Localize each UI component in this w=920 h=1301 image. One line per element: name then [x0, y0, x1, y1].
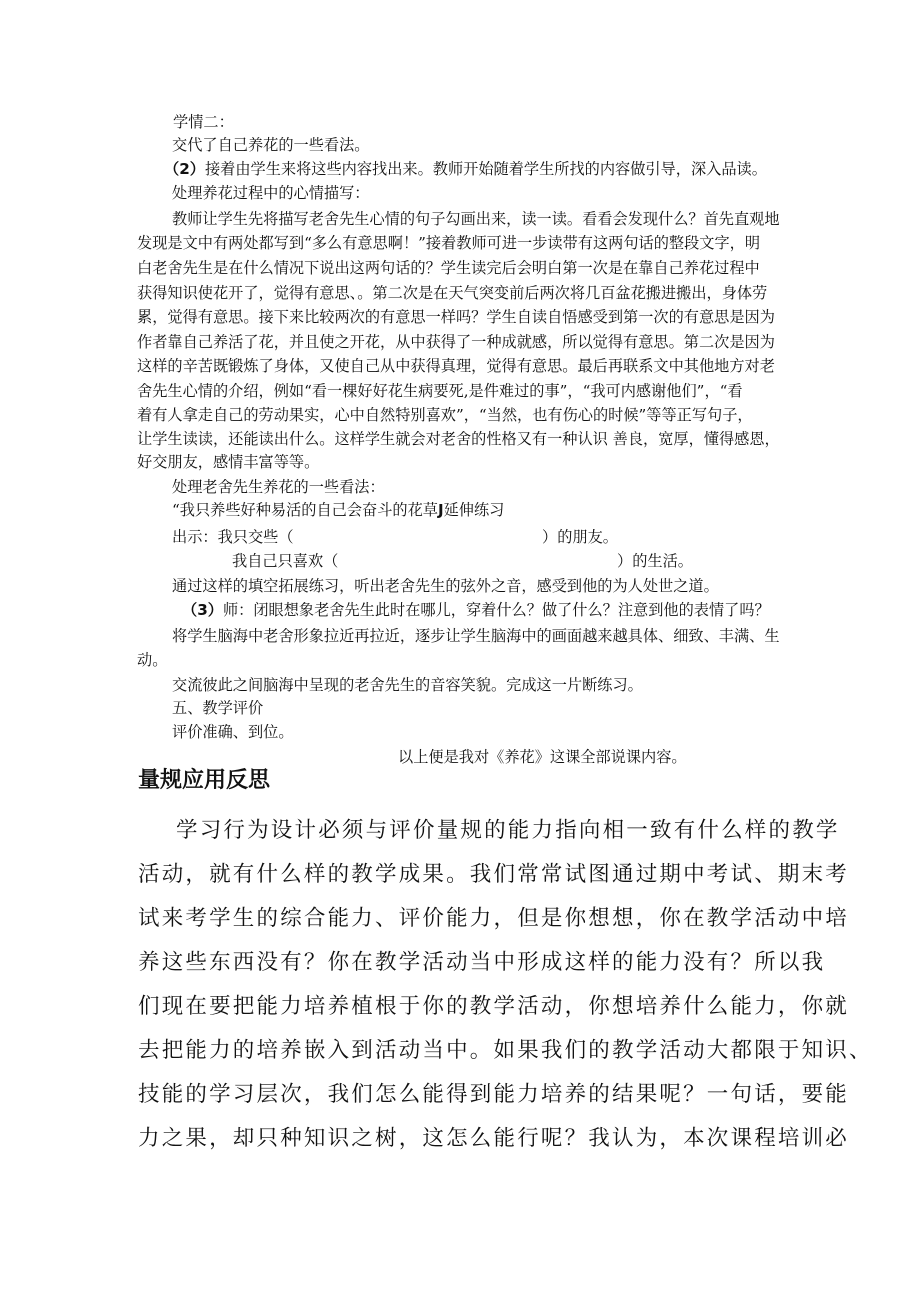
text-line: 交代了自己养花的一些看法。	[172, 136, 370, 154]
text-line: 这样的辛苦既锻炼了身体，又使自己从中获得真理，觉得有意思。最后再联系文中其他地方对老	[137, 357, 775, 375]
text-span: J	[437, 501, 444, 519]
text-line: 作者靠自己养活了花，并且使之开花，从中获得了一种成就感，所以觉得有意思。第二次是因为	[137, 333, 775, 351]
text-line: 获得知识使花开了，觉得有意思、。第二次是在天气突变前后两次将几百盆花搬进搬出，身体劳	[137, 284, 768, 302]
text-span: “我只养些好种易活的自己会奋斗的花草	[172, 501, 438, 519]
text-line: 教师让学生先将描写老舍先生心情的句子勾画出来，读一读。看看会发现什么？首先直观地	[172, 210, 780, 228]
text-line: 让学生读读，还能读出什么。这样学生就会对老舍的性格又有一种认识 善良，宽厚，懂得感恩，	[137, 430, 780, 448]
text-line: 通过这样的填空拓展练习，听出老舍先生的弦外之音，感受到他的为人处世之道。	[172, 577, 719, 595]
text-span: 延伸练习	[443, 501, 505, 519]
reflection-line: 力之果，却只种知识之树，这怎么能行呢？我认为，本次课程培训必	[138, 1126, 850, 1151]
text-line	[164, 159, 767, 179]
text-line: 处理老舍先生养花的一些看法：	[172, 478, 385, 496]
text-line: 着有人拿走自己的劳动果实，心中自然特别喜欢”，“当然，也有伤心的时候”等等正写句子，	[137, 406, 753, 424]
text-line: 交流彼此之间脑海中呈现的老舍先生的音容笑貌。完成这一片断练习。	[172, 676, 643, 694]
item-number: （2）	[164, 160, 205, 178]
reflection-heading: 量规应用反思	[138, 768, 271, 793]
reflection-line: 试来考学生的综合能力、评价能力，但是你想想，你在教学活动中培	[138, 906, 850, 931]
text-line: 评价准确、到位。	[172, 723, 294, 741]
text-line	[182, 600, 770, 620]
text-line: 发现是文中有两处都写到“多么有意思啊！”接着教师可进一步读带有这两句话的整段文字，明	[137, 234, 761, 252]
reflection-line: 活动，就有什么样的教学成果。我们常常试图通过期中考试、期末考	[138, 862, 850, 887]
section-heading: 五、教学评价	[172, 699, 264, 717]
reflection-line: 们现在要把能力培养植根于你的教学活动，你想培养什么能力，你就	[138, 994, 850, 1019]
text-span: 接着由学生来将这些内容找出来。教师开始随着学生所找的内容做引导，深入品读。	[204, 160, 767, 178]
text-line: 将学生脑海中老舍形象拉近再拉近，逐步让学生脑海中的画面越来越具体、细致、丰满、生	[172, 627, 780, 645]
text-span: 师：闭眼想象老舍先生此时在哪儿，穿着什么？做了什么？注意到他的表情了吗？	[222, 601, 770, 619]
text-line: 好交朋友，感情丰富等等。	[137, 453, 320, 471]
fill-blank-suffix-1: ）的朋友。	[542, 528, 618, 546]
text-line	[172, 500, 504, 520]
fill-blank-prompt-2: 我自己只喜欢（	[232, 552, 339, 570]
reflection-line: 养这些东西没有？你在教学活动当中形成这样的能力没有？所以我	[138, 950, 826, 975]
text-line: 舍先生心情的介绍，例如“看一棵好好花生病要死,是件难过的事”，“我可内感谢他们”，“看	[137, 382, 743, 400]
text-line: 累，觉得有意思。接下来比较两次的有意思一样吗？学生自读自悟感受到第一次的有意思是因为	[137, 308, 775, 326]
reflection-line: 去把能力的培养嵌入到活动当中。如果我们的教学活动大都限于知识、	[138, 1038, 873, 1063]
text-line: 学情二：	[173, 113, 234, 131]
fill-blank-prompt-1: 出示：我只交些（	[172, 528, 294, 546]
item-number: （3）	[182, 601, 223, 619]
text-line: 白老舍先生是在什么情况下说出这两句话的？学生读完后会明白第一次是在靠自己养花过程中	[137, 259, 760, 277]
text-line: 动。	[137, 651, 168, 669]
closing-line: 以上便是我对《养花》这课全部说课内容。	[398, 748, 687, 766]
fill-blank-suffix-2: ）的生活。	[617, 552, 693, 570]
text-line: 处理养花过程中的心情描写：	[172, 184, 370, 202]
reflection-line: 学习行为设计必须与评价量规的能力指向相一致有什么样的教学	[176, 818, 840, 843]
reflection-line: 技能的学习层次，我们怎么能得到能力培养的结果呢？一句话，要能	[138, 1082, 850, 1107]
